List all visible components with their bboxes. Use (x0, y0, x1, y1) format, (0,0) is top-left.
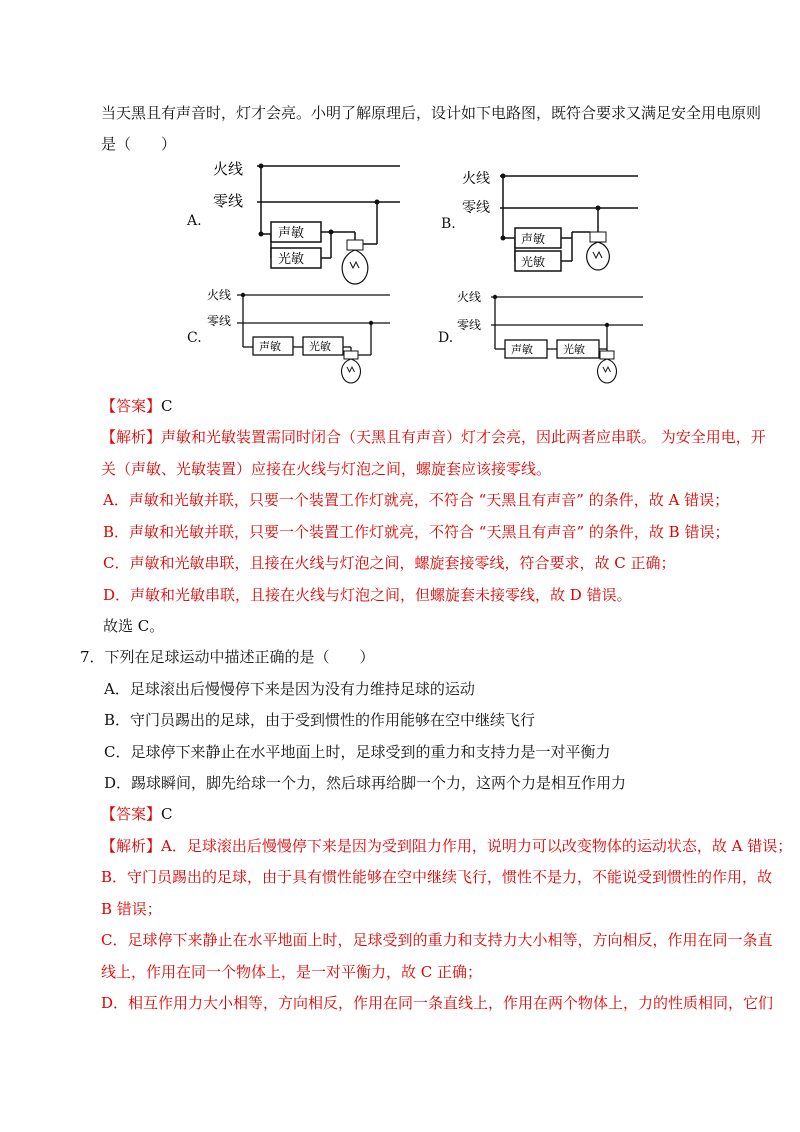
analysis-7-line-c1: C．足球停下来静止在水平地面上时，足球受到的重力和支持力大小相等，方向相反，作用在同一条直 (101, 931, 773, 949)
question-7-stem: 7．下列在足球运动中描述正确的是（ ） (80, 648, 375, 666)
light-sensor-label: 光敏 (563, 343, 585, 356)
analysis-tag: 【解析】 (101, 428, 162, 446)
live-wire-label: 火线 (207, 288, 232, 302)
circuit-diagram-b (460, 170, 660, 285)
neutral-wire-label: 零线 (213, 192, 244, 210)
sound-sensor-label: 声敏 (511, 343, 533, 356)
neutral-wire-label: 零线 (462, 200, 490, 216)
answer-tag: 【答案】 (101, 805, 162, 823)
analysis-7-line-c2: 线上，作用在同一个物体上，是一对平衡力，故 C 正确； (101, 963, 483, 981)
answer-value: C (161, 805, 173, 823)
question-7-option-b: B．守门员踢出的足球，由于受到惯性的作用能够在空中继续飞行 (104, 711, 536, 729)
circuit-diagram-a (205, 158, 425, 288)
analysis-line-1 (101, 427, 766, 447)
circuit-diagram-d (455, 287, 655, 387)
option-label-d: D. (438, 330, 454, 346)
live-wire-label: 火线 (462, 171, 490, 187)
analysis-7-line-b2: B 错误； (101, 900, 162, 918)
answer-line (101, 396, 173, 416)
live-wire-label: 火线 (457, 290, 482, 304)
analysis-option-a: A．声敏和光敏并联，只要一个装置工作灯就亮，不符合 “天黑且有声音” 的条件，故 A 错误； (103, 491, 730, 509)
analysis-line-2: 关（声敏、光敏装置）应接在火线与灯泡之间，螺旋套应该接零线。 (101, 460, 552, 478)
analysis-tag: 【解析】 (101, 837, 162, 855)
light-sensor-label: 光敏 (521, 255, 546, 269)
circuit-diagram-c (205, 287, 405, 387)
analysis-7-line-d1: D．相互作用力大小相等，方向相反，作用在同一条直线上，作用在两个物体上，力的性质相同，它们 (101, 994, 774, 1012)
option-label-c: C. (187, 330, 202, 346)
analysis-option-d: D．声敏和光敏串联，且接在火线与灯泡之间，但螺旋套未接零线，故 D 错误。 (103, 586, 632, 604)
live-wire-label: 火线 (213, 160, 244, 178)
neutral-wire-label: 零线 (207, 314, 232, 328)
light-sensor-label: 光敏 (278, 252, 305, 267)
question-7-option-a: A．足球滚出后慢慢停下来是因为没有力维持足球的运动 (104, 680, 475, 698)
analysis-text: A．足球滚出后慢慢停下来是因为受到阻力作用，说明力可以改变物体的运动状态，故 A 错误； (161, 837, 793, 855)
light-sensor-label: 光敏 (309, 340, 331, 353)
question-stem-line2: 是（ ） (101, 135, 177, 153)
answer-value: C (161, 397, 173, 415)
question-7-option-c: C．足球停下来静止在水平地面上时，足球受到的重力和支持力是一对平衡力 (104, 743, 611, 761)
sound-sensor-label: 声敏 (521, 232, 546, 246)
option-label-b: B. (441, 216, 456, 232)
neutral-wire-label: 零线 (457, 318, 482, 332)
sound-sensor-label: 声敏 (259, 340, 281, 353)
sound-sensor-label: 声敏 (278, 226, 305, 241)
analysis-7-line-a (101, 836, 792, 856)
analysis-option-c: C．声敏和光敏串联，且接在火线与灯泡之间，螺旋套接零线，符合要求，故 C 正确； (103, 554, 676, 572)
answer-tag: 【答案】 (101, 397, 162, 415)
answer-line-7 (101, 804, 173, 824)
question-stem-line1: 当天黑且有声音时，灯才会亮。小明了解原理后，设计如下电路图，既符合要求又满足安全用电原则 (101, 104, 762, 122)
analysis-text: 声敏和光敏装置需同时闭合（天黑且有声音）灯才会亮，因此两者应串联。 为安全用电，开 (161, 428, 766, 446)
analysis-option-b: B．声敏和光敏并联，只要一个装置工作灯就亮，不符合 “天黑且有声音” 的条件，故 B 错误； (103, 523, 730, 541)
analysis-7-line-b1: B．守门员踢出的足球，由于具有惯性能够在空中继续飞行，惯性不是力，不能说受到惯性的作用，故 (101, 868, 773, 886)
conclusion: 故选 C。 (103, 617, 165, 635)
question-7-option-d: D．踢球瞬间，脚先给球一个力，然后球再给脚一个力，这两个力是相互作用力 (104, 774, 627, 792)
option-label-a: A. (187, 213, 202, 229)
